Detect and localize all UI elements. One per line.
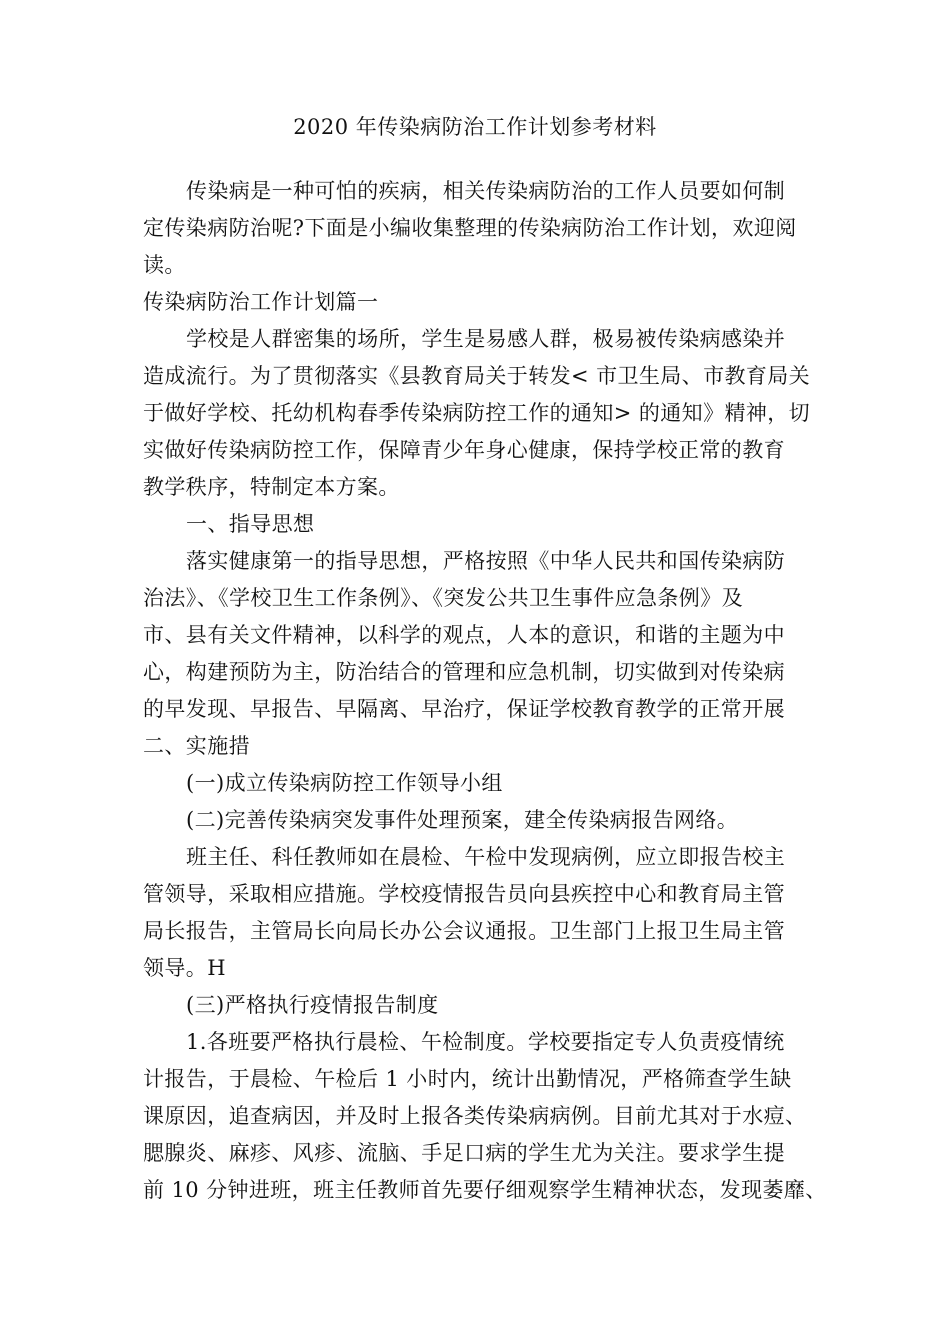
body-line: 实做好传染病防控工作，保障青少年身心健康，保持学校正常的教育 (143, 438, 785, 462)
body-line: 管领导，采取相应措施。学校疫情报告员向县疾控中心和教育局主管 (143, 882, 785, 906)
section-heading: 二、实施措 (143, 734, 250, 758)
body-line: 腮腺炎、麻疹、风疹、流脑、手足口病的学生尤为关注。要求学生提 (143, 1141, 785, 1165)
body-line: 局长报告，主管局长向局长办公会议通报。卫生部门上报卫生局主管 (143, 919, 785, 943)
body-line: 定传染病防治呢?下面是小编收集整理的传染病防治工作计划，欢迎阅 (143, 216, 797, 240)
body-line: 课原因，追查病因，并及时上报各类传染病病例。目前尤其对于水痘、 (143, 1104, 807, 1128)
section-heading: 一、指导思想 (186, 512, 315, 536)
subsection-heading: (一)成立传染病防控工作领导小组 (186, 771, 503, 795)
body-line: 班主任、科任教师如在晨检、午检中发现病例，应立即报告校主 (186, 845, 786, 869)
section-heading: 传染病防治工作计划篇一 (143, 290, 379, 314)
document-title: 2020 年传染病防治工作计划参考材料 (293, 115, 657, 139)
body-line: 读。 (143, 253, 186, 277)
body-line: 计报告，于晨检、午检后 1 小时内，统计出勤情况，严格筛查学生缺 (143, 1067, 792, 1091)
subsection-heading: (二)完善传染病突发事件处理预案，建全传染病报告网络。 (186, 808, 739, 832)
body-line: 市、县有关文件精神，以科学的观点，人本的意识，和谐的主题为中 (143, 623, 785, 647)
body-line: 教学秩序，特制定本方案。 (143, 475, 400, 499)
body-line: 传染病是一种可怕的疾病，相关传染病防治的工作人员要如何制 (186, 179, 786, 203)
body-line: 的早发现、早报告、早隔离、早治疗，保证学校教育教学的正常开展 (143, 697, 785, 721)
body-line: 前 10 分钟进班，班主任教师首先要仔细观察学生精神状态，发现萎靡、 (143, 1178, 827, 1202)
body-line: 心，构建预防为主，防治结合的管理和应急机制，切实做到对传染病 (143, 660, 785, 684)
body-line: 治法》、《学校卫生工作条例》、《突发公共卫生事件应急条例》及 (143, 586, 743, 610)
body-line: 于做好学校、托幼机构春季传染病防控工作的通知> 的通知》精神，切 (143, 401, 811, 425)
body-line: 造成流行。为了贯彻落实《县教育局关于转发< 市卫生局、市教育局关 (143, 364, 811, 388)
body-line: 落实健康第一的指导思想，严格按照《中华人民共和国传染病防 (186, 549, 786, 573)
body-line: 领导。H (143, 956, 226, 980)
body-line: 1.各班要严格执行晨检、午检制度。学校要指定专人负责疫情统 (186, 1030, 785, 1054)
body-line: 学校是人群密集的场所，学生是易感人群，极易被传染病感染并 (186, 327, 786, 351)
subsection-heading: (三)严格执行疫情报告制度 (186, 993, 439, 1017)
